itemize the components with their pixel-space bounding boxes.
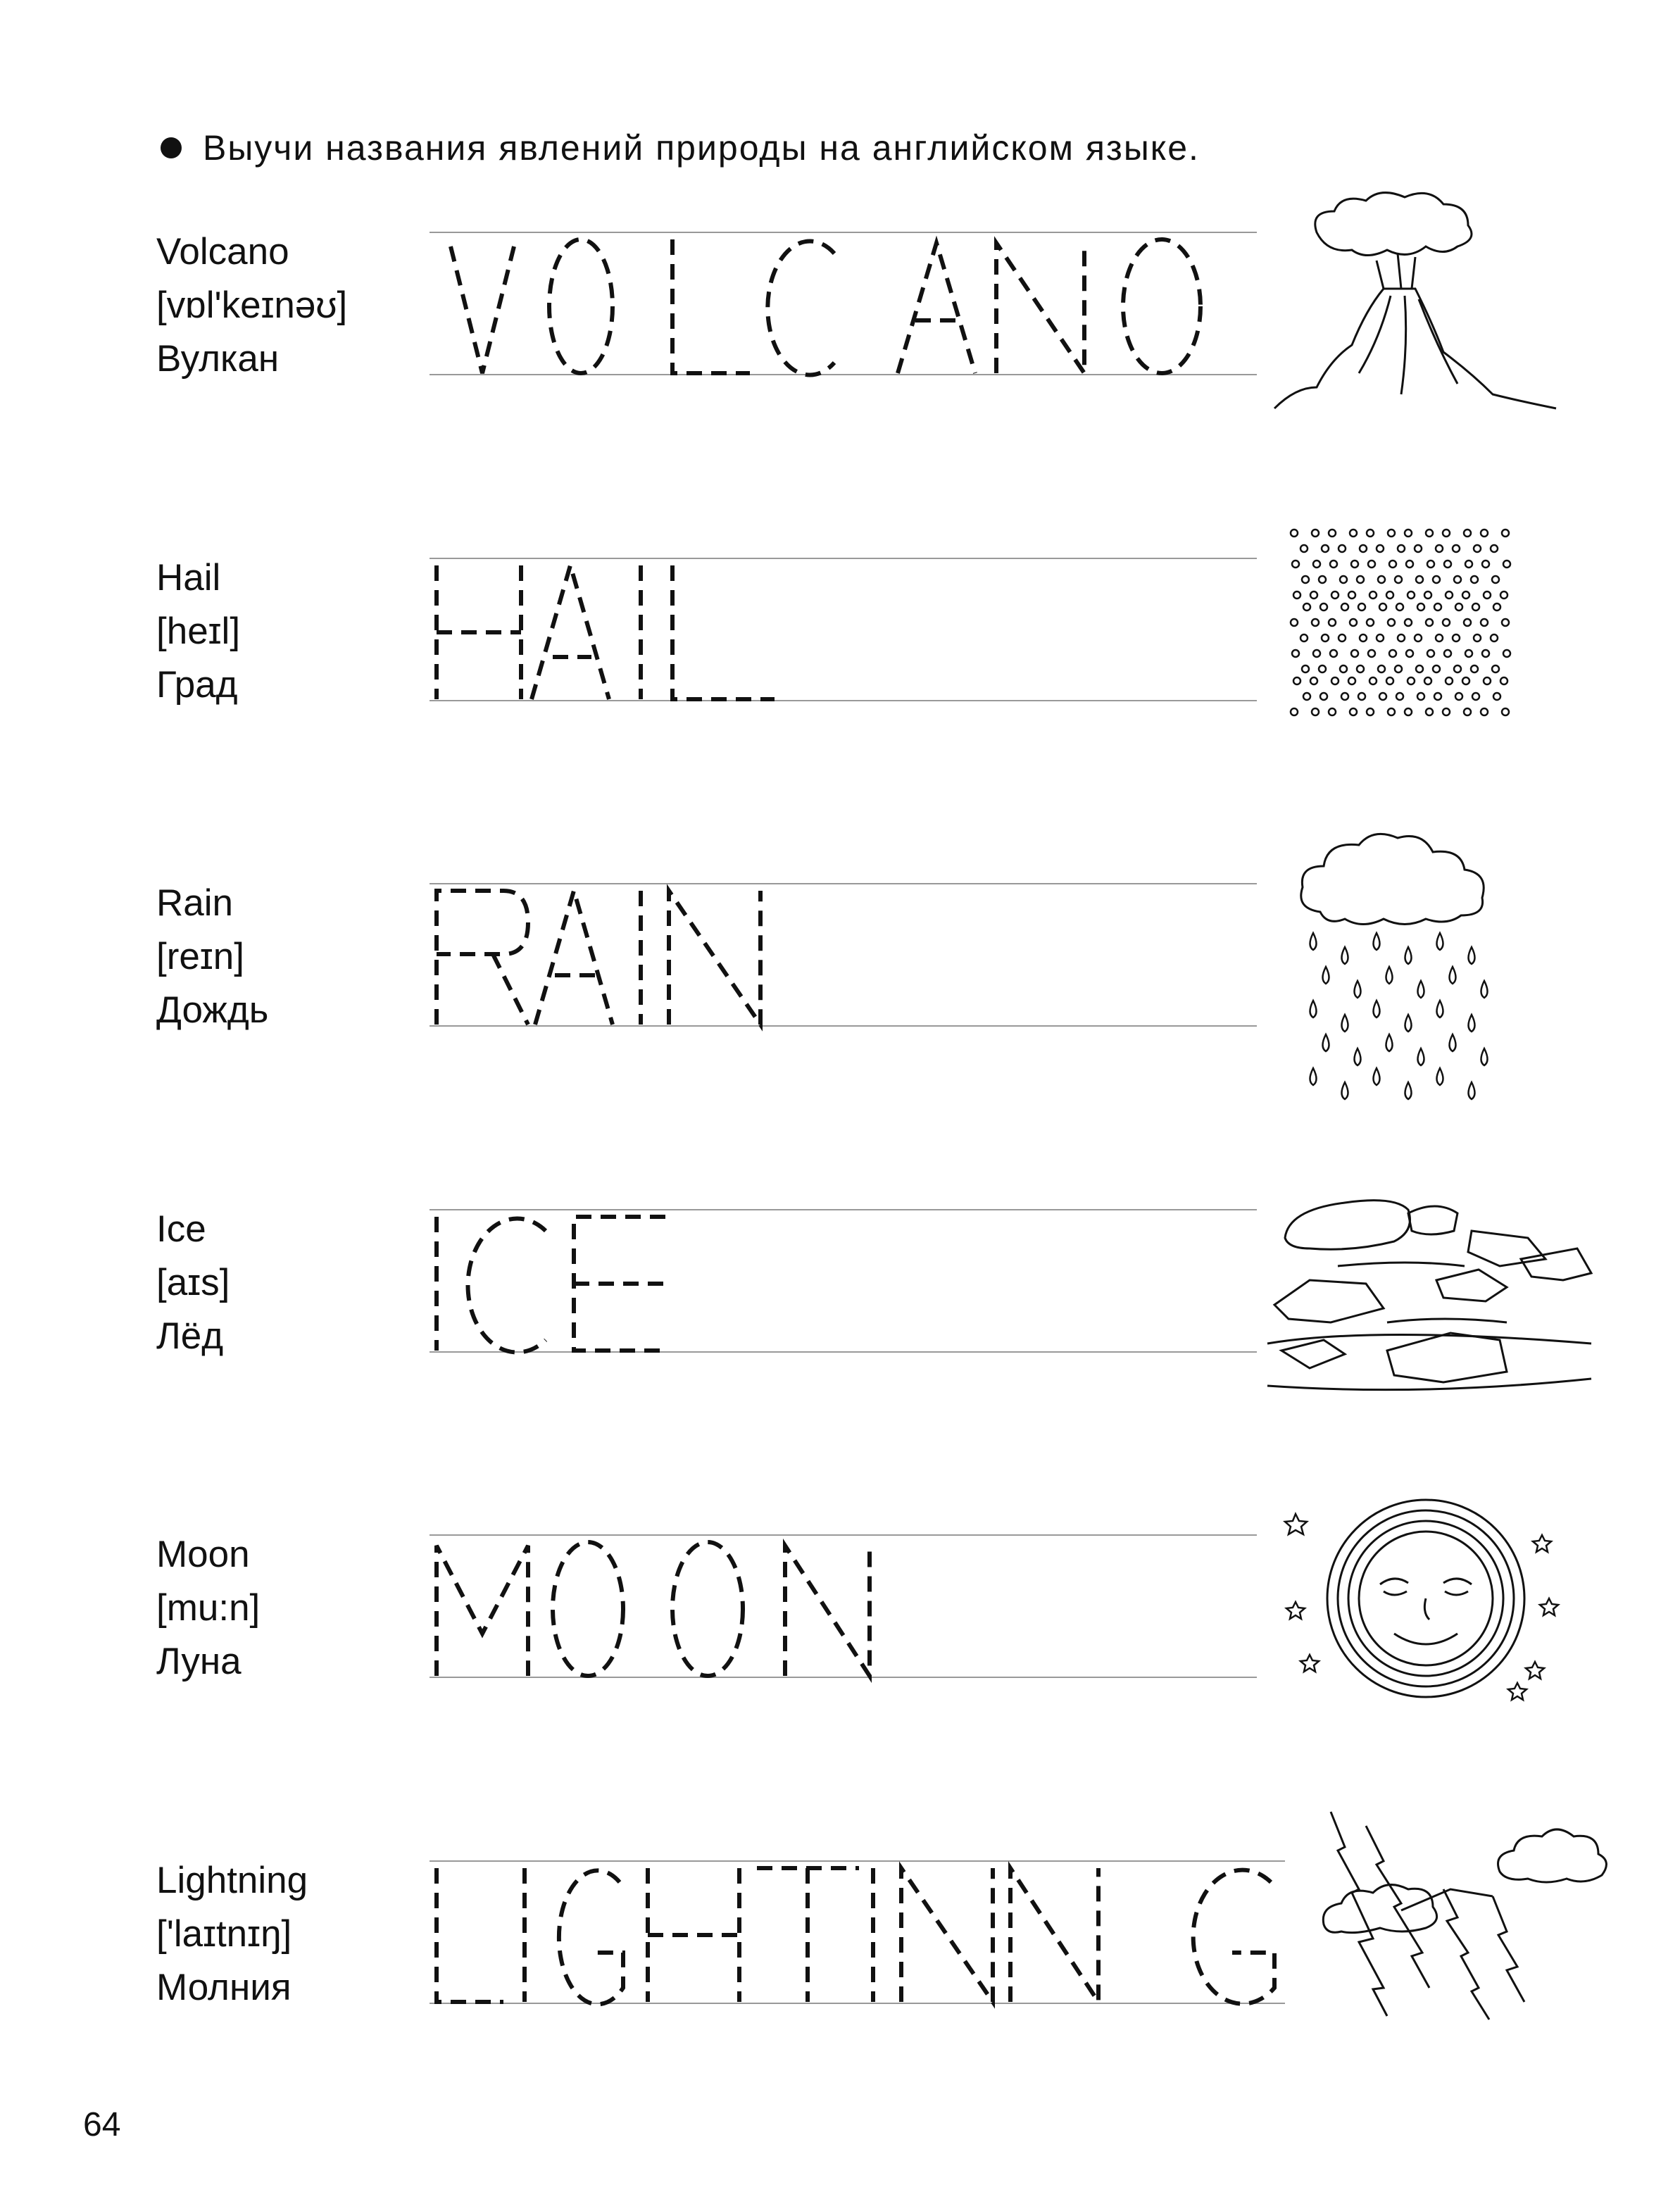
hail-pellet <box>1348 677 1355 684</box>
rain-drop <box>1469 1082 1475 1099</box>
hail-pellet <box>1313 561 1320 568</box>
russian-word: Град <box>156 664 238 706</box>
english-word: Hail <box>156 557 221 599</box>
hail-pellet <box>1453 634 1460 641</box>
hail-pellet <box>1500 591 1507 599</box>
word-labels <box>156 1854 308 2015</box>
transcription: ['laɪtnɪŋ] <box>156 1913 292 1955</box>
hail-pellet <box>1379 693 1386 700</box>
hail-pellet <box>1415 634 1422 641</box>
rain-drop <box>1469 947 1475 964</box>
hail-pellet <box>1329 619 1336 626</box>
rain-drop <box>1310 1068 1317 1085</box>
hail-pellet <box>1503 650 1510 657</box>
hail-pellet <box>1471 576 1478 583</box>
hail-pellet <box>1406 650 1413 657</box>
rain-drop <box>1481 1048 1488 1065</box>
hail-pellet <box>1464 530 1471 537</box>
hail-pellet <box>1351 650 1358 657</box>
hail-pellet <box>1331 591 1339 599</box>
hail-pellet <box>1358 693 1365 700</box>
rain-drop <box>1437 933 1443 950</box>
hail-pellet <box>1388 708 1395 715</box>
hail-pellet <box>1398 634 1405 641</box>
hail-pellet <box>1302 665 1309 672</box>
word-row-volcano <box>0 211 1680 422</box>
tracing-area <box>430 1854 1296 2009</box>
rain-drop <box>1437 1001 1443 1018</box>
hail-pellet <box>1444 561 1451 568</box>
rain-drop <box>1310 1001 1317 1018</box>
hail-pellet <box>1446 591 1453 599</box>
hail-pellet <box>1396 693 1403 700</box>
rain-drop <box>1374 1001 1380 1018</box>
hail-pellet <box>1472 693 1479 700</box>
dotted-word-moon <box>437 1542 870 1676</box>
hail-pellet <box>1405 619 1412 626</box>
word-labels <box>156 1528 260 1689</box>
tracing-area <box>430 1528 1267 1683</box>
hail-pellet <box>1377 634 1384 641</box>
hail-pellet <box>1293 591 1300 599</box>
rain-drop <box>1355 1048 1361 1065</box>
dotted-word-lightning <box>437 1868 1274 2004</box>
hail-pellet <box>1368 561 1375 568</box>
hail-pellet <box>1436 634 1443 641</box>
hail-pellet <box>1465 561 1472 568</box>
russian-word: Вулкан <box>156 338 280 380</box>
rain-drop <box>1405 947 1412 964</box>
rain-drop <box>1418 981 1424 998</box>
hail-pellet <box>1312 530 1319 537</box>
hail-pellet <box>1433 665 1440 672</box>
tracing-area <box>430 1203 1267 1358</box>
hail-pellet <box>1433 576 1440 583</box>
hail-pellet <box>1443 530 1450 537</box>
hail-pellet <box>1491 634 1498 641</box>
hail-pellet <box>1377 545 1384 552</box>
hail-pellet <box>1329 708 1336 715</box>
hail-pellet <box>1357 665 1364 672</box>
hail-pellet <box>1386 591 1393 599</box>
hail-pellet <box>1492 576 1499 583</box>
hail-pellet <box>1378 576 1385 583</box>
rain-drop <box>1374 1068 1380 1085</box>
hail-pellet <box>1329 530 1336 537</box>
transcription: [vɒl'keɪnəʊ] <box>156 284 348 326</box>
hail-pellet <box>1472 603 1479 611</box>
lightning-storm-icon <box>1317 1805 1626 2037</box>
hail-pellet <box>1310 591 1317 599</box>
hail-pellet <box>1360 545 1367 552</box>
russian-word: Луна <box>156 1641 242 1682</box>
hail-pellet <box>1339 634 1346 641</box>
hail-pellet <box>1426 619 1433 626</box>
hail-pellet <box>1408 591 1415 599</box>
hail-pellet <box>1293 677 1300 684</box>
hail-pellet <box>1330 650 1337 657</box>
hail-pellet <box>1491 545 1498 552</box>
hail-pellet <box>1406 561 1413 568</box>
hail-pellet <box>1434 693 1441 700</box>
word-labels <box>156 225 347 386</box>
english-word: Volcano <box>156 231 289 273</box>
volcano-icon <box>1267 183 1563 415</box>
hail-pellet <box>1320 603 1327 611</box>
hail-pellet <box>1300 545 1308 552</box>
tracing-area <box>430 225 1267 380</box>
hail-pellet <box>1379 603 1386 611</box>
hail-pellet <box>1434 603 1441 611</box>
hail-pellet <box>1481 530 1488 537</box>
hail-pellet <box>1348 591 1355 599</box>
hail-pellet <box>1462 677 1469 684</box>
hail-pellet <box>1341 693 1348 700</box>
hail-pellet <box>1292 561 1299 568</box>
hail-pellet <box>1358 603 1365 611</box>
star-icons <box>1285 1514 1558 1700</box>
rain-drop <box>1386 1034 1393 1051</box>
rain-drop <box>1418 1048 1424 1065</box>
hail-pellet <box>1339 545 1346 552</box>
hail-pellet <box>1303 603 1310 611</box>
word-row-hail <box>0 537 1680 749</box>
rain-drop <box>1355 981 1361 998</box>
hail-pellet <box>1454 576 1461 583</box>
hail-pellet <box>1502 708 1509 715</box>
transcription: [reɪn] <box>156 936 244 977</box>
hail-pellet <box>1500 677 1507 684</box>
rain-drop <box>1405 1082 1412 1099</box>
rain-drop <box>1450 967 1456 984</box>
hail-pellet <box>1291 530 1298 537</box>
hail-pellet <box>1389 650 1396 657</box>
instruction-text: Выучи названия явлений природы на английском языке. <box>203 128 1200 168</box>
hail-pellet <box>1417 693 1424 700</box>
rain-cloud-icon <box>1292 827 1531 1109</box>
english-word: Rain <box>156 882 234 924</box>
hail-pellet <box>1340 576 1347 583</box>
instruction <box>161 120 1200 176</box>
hail-pellet <box>1351 561 1358 568</box>
hail-pellet <box>1310 677 1317 684</box>
hail-pellet <box>1424 591 1431 599</box>
hail-pellet <box>1484 677 1491 684</box>
hail-pellet <box>1492 665 1499 672</box>
word-labels <box>156 877 268 1037</box>
hail-pellet <box>1367 619 1374 626</box>
hail-pellet <box>1408 677 1415 684</box>
ice-floes-icon <box>1267 1182 1598 1393</box>
hail-pellet <box>1320 693 1327 700</box>
russian-word: Лёд <box>156 1315 224 1357</box>
rain-drop <box>1450 1034 1456 1051</box>
hail-pellet <box>1474 634 1481 641</box>
word-labels <box>156 551 240 712</box>
dotted-word-ice <box>437 1217 665 1353</box>
rain-drop <box>1405 1015 1412 1032</box>
transcription: [mu:n] <box>156 1587 261 1629</box>
moon-face-icon <box>1274 1493 1570 1704</box>
hail-pellet <box>1330 561 1337 568</box>
rain-drop <box>1323 967 1329 984</box>
hail-pellet <box>1484 591 1491 599</box>
hail-pellet <box>1350 708 1357 715</box>
hail-pellet <box>1367 708 1374 715</box>
hail-pellet <box>1340 665 1347 672</box>
word-row-lightning <box>0 1840 1680 2051</box>
hail-pellet <box>1369 591 1377 599</box>
tracing-area <box>430 551 1267 706</box>
hail-pellet <box>1446 677 1453 684</box>
word-row-moon <box>0 1514 1680 1725</box>
hail-pellet <box>1417 603 1424 611</box>
rain-drop <box>1323 1034 1329 1051</box>
hail-pellet <box>1481 708 1488 715</box>
hail-pellet <box>1464 619 1471 626</box>
hail-pellet <box>1455 603 1462 611</box>
hail-pellet <box>1482 561 1489 568</box>
hail-pellet <box>1481 619 1488 626</box>
hail-pellet <box>1367 530 1374 537</box>
hail-pellet <box>1474 545 1481 552</box>
dotted-word-hail <box>437 565 775 699</box>
hail-pellet <box>1416 576 1423 583</box>
hail-pellet <box>1443 619 1450 626</box>
rain-drop <box>1342 1082 1348 1099</box>
hail-pellet <box>1503 561 1510 568</box>
hail-pellet <box>1455 693 1462 700</box>
hail-pellet <box>1426 530 1433 537</box>
hail-pellet <box>1427 561 1434 568</box>
hail-pellet <box>1303 693 1310 700</box>
hail-pellet <box>1395 576 1402 583</box>
hail-pellet <box>1453 545 1460 552</box>
word-labels <box>156 1203 230 1363</box>
hail-pellet <box>1357 576 1364 583</box>
hail-pellet <box>1471 665 1478 672</box>
hail-pellet <box>1369 677 1377 684</box>
hail-pellet <box>1312 708 1319 715</box>
transcription: [heɪl] <box>156 611 241 652</box>
hail-pellet <box>1313 650 1320 657</box>
hail-pellet <box>1389 561 1396 568</box>
hail-icon <box>1281 523 1521 727</box>
rain-drop <box>1481 981 1488 998</box>
hail-pellet <box>1398 545 1405 552</box>
rain-drop <box>1310 933 1317 950</box>
rain-drop <box>1437 1068 1443 1085</box>
hail-pellet <box>1405 708 1412 715</box>
hail-pellet <box>1291 619 1298 626</box>
hail-pellet <box>1465 650 1472 657</box>
bullet-icon <box>161 137 182 158</box>
hail-pellet <box>1341 603 1348 611</box>
hail-pellet <box>1493 603 1500 611</box>
hail-pellet <box>1395 665 1402 672</box>
rain-drop <box>1469 1015 1475 1032</box>
hail-pellet <box>1415 545 1422 552</box>
hail-pellet <box>1416 665 1423 672</box>
hail-pellet <box>1300 634 1308 641</box>
russian-word: Дождь <box>156 989 269 1031</box>
hail-pellet <box>1368 650 1375 657</box>
russian-word: Молния <box>156 1967 292 2008</box>
hail-pellet <box>1427 650 1434 657</box>
rain-drop <box>1342 1015 1348 1032</box>
hail-pellet <box>1322 634 1329 641</box>
english-word: Moon <box>156 1534 250 1575</box>
hail-pellet <box>1426 708 1433 715</box>
page-number: 64 <box>83 2106 121 2143</box>
hail-pellet <box>1462 591 1469 599</box>
dotted-word-volcano <box>451 239 1201 375</box>
dotted-word-rain <box>437 891 760 1025</box>
english-word: Ice <box>156 1208 206 1250</box>
hail-pellet <box>1443 708 1450 715</box>
rain-drop <box>1386 967 1393 984</box>
hail-pellet <box>1502 530 1509 537</box>
hail-pellet <box>1319 665 1326 672</box>
hail-pellet <box>1464 708 1471 715</box>
hail-pellet <box>1319 576 1326 583</box>
hail-pellet <box>1312 619 1319 626</box>
hail-pellet <box>1493 693 1500 700</box>
hail-pellet <box>1291 708 1298 715</box>
hail-pellet <box>1378 665 1385 672</box>
hail-pellet <box>1454 665 1461 672</box>
hail-pellet <box>1388 619 1395 626</box>
hail-pellet <box>1388 530 1395 537</box>
transcription: [aɪs] <box>156 1262 230 1303</box>
hail-pellet <box>1331 677 1339 684</box>
hail-pellet <box>1292 650 1299 657</box>
hail-pellet <box>1386 677 1393 684</box>
hail-pellet <box>1322 545 1329 552</box>
tracing-area <box>430 877 1267 1032</box>
word-row-ice <box>0 1189 1680 1400</box>
rain-drop <box>1342 947 1348 964</box>
hail-pellet <box>1424 677 1431 684</box>
english-word: Lightning <box>156 1860 308 1901</box>
hail-pellet <box>1444 650 1451 657</box>
hail-pellet <box>1302 576 1309 583</box>
hail-pellet <box>1405 530 1412 537</box>
hail-pellet <box>1360 634 1367 641</box>
hail-pellet <box>1436 545 1443 552</box>
hail-pellet <box>1350 530 1357 537</box>
rain-drop <box>1374 933 1380 950</box>
word-row-rain <box>0 863 1680 1074</box>
hail-pellet <box>1350 619 1357 626</box>
hail-pellet <box>1396 603 1403 611</box>
hail-pellet <box>1502 619 1509 626</box>
hail-pellet <box>1482 650 1489 657</box>
